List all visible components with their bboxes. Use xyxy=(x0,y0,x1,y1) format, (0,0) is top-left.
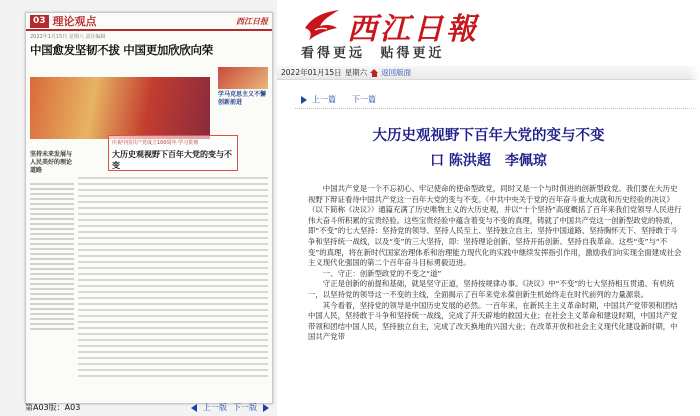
home-icon[interactable] xyxy=(370,69,378,77)
article-paragraph: 守正是创新的前提和基础，就是坚守正道，坚持按规律办事。《决议》中“不变”的七大坚持相互贯通、有机统一，以坚持党的领导这一不变的主线，全面揭示了百年来党永葆创新生机始终走在时代前列的力量源泉。 xyxy=(308,279,675,299)
scan-tag: 2022年1月15日 星期六 责任编辑 xyxy=(30,34,106,40)
scan-mini-logo: 西江日报 xyxy=(236,16,268,26)
next-article-link[interactable]: 下一篇 xyxy=(352,95,376,104)
scan-highlighted-article[interactable] xyxy=(108,135,238,171)
article-paragraph: 中国共产党是一个不忘初心、牢记使命的使命型政党，同时又是一个与时俱进的创新型政党。我们要在大历史视野下辩证看待中国共产党这一百年大党的变与不变。《中共中央关于党的百年奋斗重大成就和历史经验的决议》（以下简称《决议》）通篇充满了历史唯物主义的大历史观，并以“十个坚持”高度概括了百年来我们党领导人民进行伟大奋斗所积累的宝贵经验。这些宝贵经验中蕴含着变与不变的真理，铸就了中国共产党这一创新型政党的特质，即“不变”的七大坚持：坚持党的领导、坚持人民至上、坚持独立自主、坚持中国道路、坚持胸怀天下、坚持敢于斗争和坚持统一战线，以及“变”的三大坚持，即：坚持理论创新、坚持开拓创新、坚持自我革命。这些“变”与“不变”的真理，将在新时代国家治理体系和治理能力现代化的实践中继续发挥指引作用，激励我们向实现全面建成社会主义现代化强国的第二个百年奋斗目标勇毅迈进。 xyxy=(308,184,682,268)
page-label: 第A03版：A03 xyxy=(25,403,81,412)
scan-box-title: 大历史观视野下百年大党的变与不变 xyxy=(112,150,232,170)
article-author: 口 陈洪超 李佩琼 xyxy=(430,153,547,169)
prev-article-icon[interactable] xyxy=(301,96,307,104)
scan-side-image xyxy=(218,67,268,89)
scan-left-column xyxy=(30,183,74,333)
scan-text-lines xyxy=(78,177,268,381)
scan-headline[interactable]: 中国愈发坚韧不拔 中国更加欣欣向荣 xyxy=(30,43,213,57)
brand-slogan: 看得更远 贴得更近 xyxy=(301,46,445,61)
scan-small-title[interactable]: 坚持未来发展与人民美好的理论道路 xyxy=(30,151,73,174)
issue-weekday: 星期六 xyxy=(344,68,368,77)
scroll-edge xyxy=(688,0,700,416)
article-section-heading: 一、守正：创新型政党的不变之“道” xyxy=(322,268,442,278)
date-bar xyxy=(277,66,700,80)
issue-date: 2022年01月15日 xyxy=(281,68,342,77)
next-page-icon[interactable] xyxy=(263,404,269,412)
newspaper-page-scan[interactable] xyxy=(25,12,273,404)
article-paragraph: 其今看着，坚持党的领导是中国历史发展的必然。一百年来，在新民主主义革命时期，中国共产党带领和团结中国人民，坚持敢于斗争和坚持统一战线，完成了开天辟地的救国大业；在社会主义革命和建设时期，中国共产党带领和团结中国人民，坚持独立自主，完成了改天换地的兴国大业；在改革开放和社会主义现代化建设新时期，中国共产党带 xyxy=(308,300,678,342)
article-body xyxy=(308,184,682,343)
article-title: 大历史观视野下百年大党的变与不变 xyxy=(372,127,605,144)
prev-page-icon[interactable] xyxy=(191,404,197,412)
return-to-layout-link[interactable]: 返回版面 xyxy=(381,68,412,77)
scan-header xyxy=(26,13,272,31)
masthead xyxy=(277,0,700,62)
scan-page-number: 03 xyxy=(30,15,49,28)
article-panel xyxy=(277,0,700,416)
prev-page-link[interactable]: 上一版 xyxy=(203,403,227,412)
page-thumbnail-panel xyxy=(0,0,277,416)
scan-section-title: 理论观点 xyxy=(52,15,97,28)
next-page-link[interactable]: 下一版 xyxy=(233,403,257,412)
article-nav xyxy=(301,94,376,105)
prev-article-link[interactable]: 上一篇 xyxy=(312,95,336,104)
page-footer xyxy=(25,402,273,413)
scan-box-subtitle: 庆祝中国共产党成立100周年·学习贯彻 xyxy=(112,140,199,146)
divider xyxy=(295,108,700,109)
scan-side-article[interactable] xyxy=(218,67,268,107)
scan-photo xyxy=(30,77,210,139)
scan-side-title: 学马克思主义不懈创新前进 xyxy=(218,91,267,106)
brand-title: 西江日報 xyxy=(347,12,479,47)
swallow-logo-icon xyxy=(303,8,341,42)
